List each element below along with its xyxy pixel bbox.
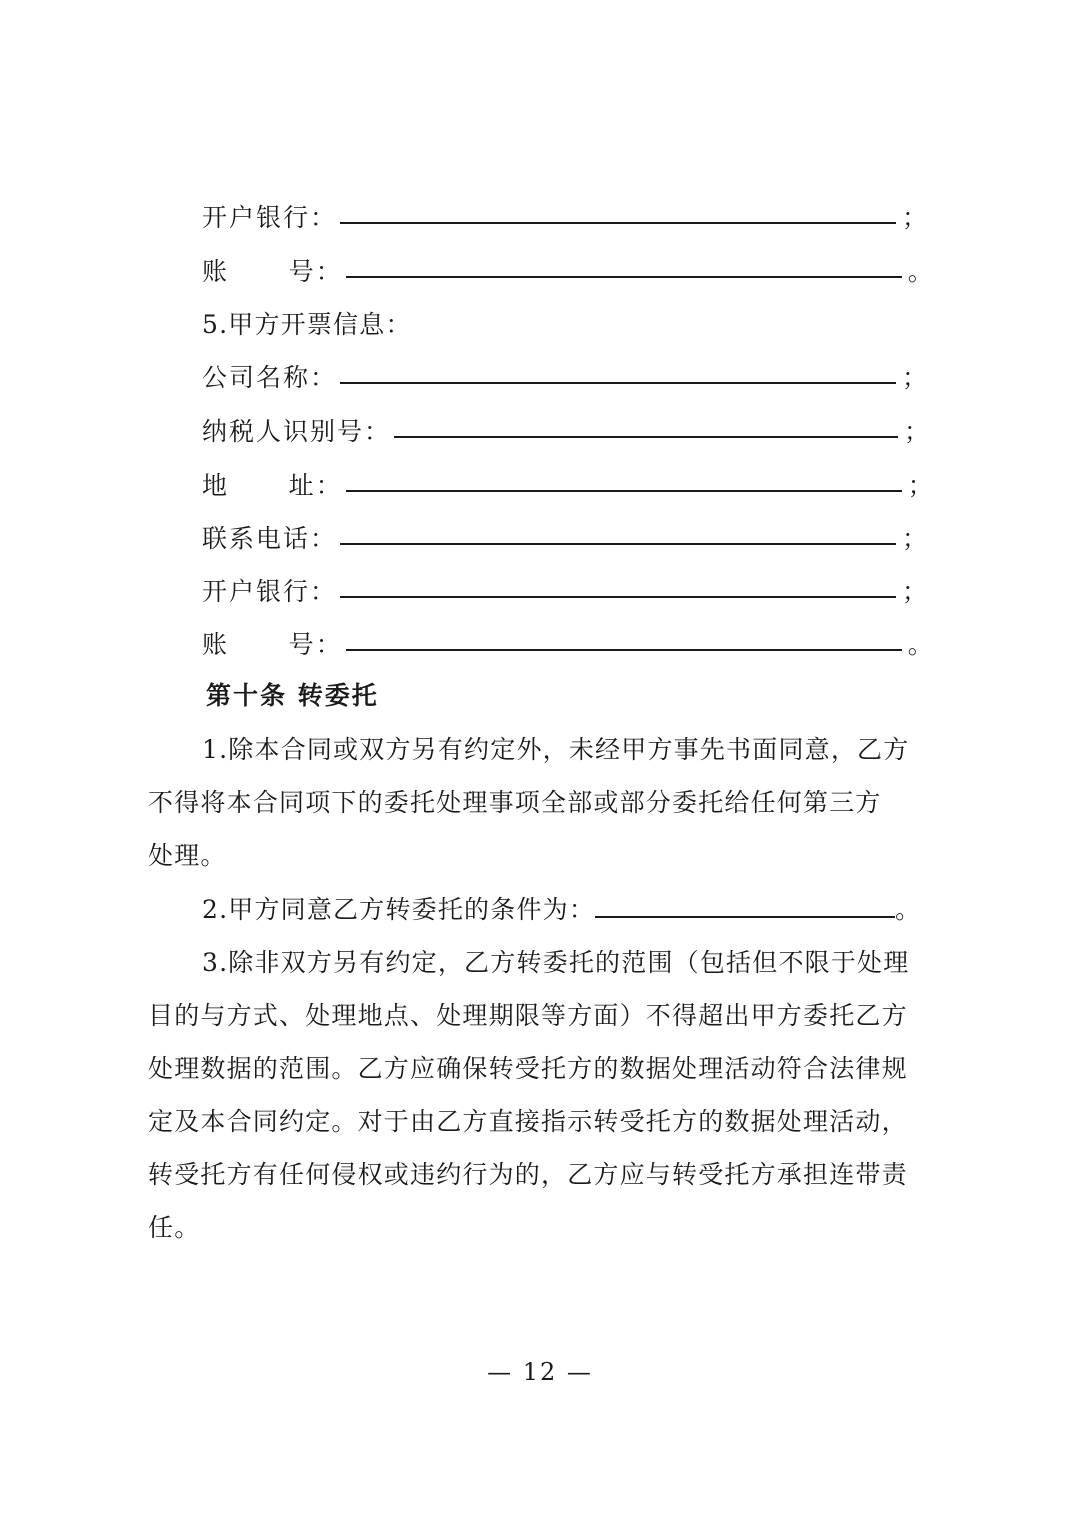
bank-label: 开户银行 [202,577,311,606]
page-number: — 12 — [487,1358,593,1386]
phone-field [202,515,927,555]
address-label: 地 址 [202,471,316,500]
colon: ： [310,524,336,553]
address-field [202,462,933,502]
taxid-blank[interactable] [394,436,898,438]
period: 。 [907,630,933,659]
period: 。 [895,895,922,924]
period: 。 [907,257,933,286]
paragraph-line: 处理。 [148,841,227,870]
paragraph-line: 处理数据的范围。乙方应确保转受托方的数据处理活动符合法律规 [148,1054,908,1083]
colon: ： [310,363,336,392]
bank-blank[interactable] [340,222,896,224]
paragraph-line: 不得将本合同项下的委托处理事项全部或部分委托给任何第三方 [148,788,882,817]
colon: ： [315,630,341,659]
semicolon: ； [902,577,928,606]
colon: ： [310,203,336,232]
taxid-field [202,408,929,448]
colon: ： [315,257,341,286]
company-blank[interactable] [340,382,896,384]
account-label: 账 号 [202,630,316,659]
paragraph-line: 3.除非双方另有约定，乙方转委托的范围（包括但不限于处理 [202,948,910,977]
account-field-top [202,248,933,288]
paragraph-line: 1.除本合同或双方另有约定外，未经甲方事先书面同意，乙方 [202,735,910,764]
semicolon: ； [902,363,928,392]
colon: ： [310,577,336,606]
semicolon: ； [902,203,928,232]
paragraph-line: 任。 [148,1213,201,1242]
condition-prefix: 2.甲方同意乙方转委托的条件为： [202,895,596,924]
bank-field-top [202,194,927,234]
paragraph-line: 目的与方式、处理地点、处理期限等方面）不得超出甲方委托乙方 [148,1001,908,1030]
semicolon: ； [904,417,930,446]
bank-label: 开户银行 [202,203,311,232]
condition-blank[interactable] [595,896,895,918]
paragraph-line: 定及本合同约定。对于由乙方直接指示转受托方的数据处理活动， [148,1107,908,1136]
account-blank[interactable] [346,276,902,278]
account-label: 账 号 [202,257,316,286]
bank-blank[interactable] [340,596,896,598]
colon: ： [364,417,390,446]
bank-field [202,568,927,608]
semicolon: ； [907,471,933,500]
phone-label: 联系电话 [202,524,311,553]
phone-blank[interactable] [340,543,896,545]
semicolon: ； [902,524,928,553]
article-title: 第十条 转委托 [206,681,379,710]
colon: ： [315,471,341,500]
invoice-heading: 5.甲方开票信息： [202,310,412,339]
company-field [202,354,927,394]
paragraph-line: 转受托方有任何侵权或违约行为的，乙方应与转受托方承担连带责 [148,1160,908,1189]
taxid-label: 纳税人识别号 [202,417,365,446]
account-field [202,621,933,661]
account-blank[interactable] [346,649,902,651]
address-blank[interactable] [346,490,902,492]
condition-line [202,890,921,926]
company-label: 公司名称 [202,363,311,392]
